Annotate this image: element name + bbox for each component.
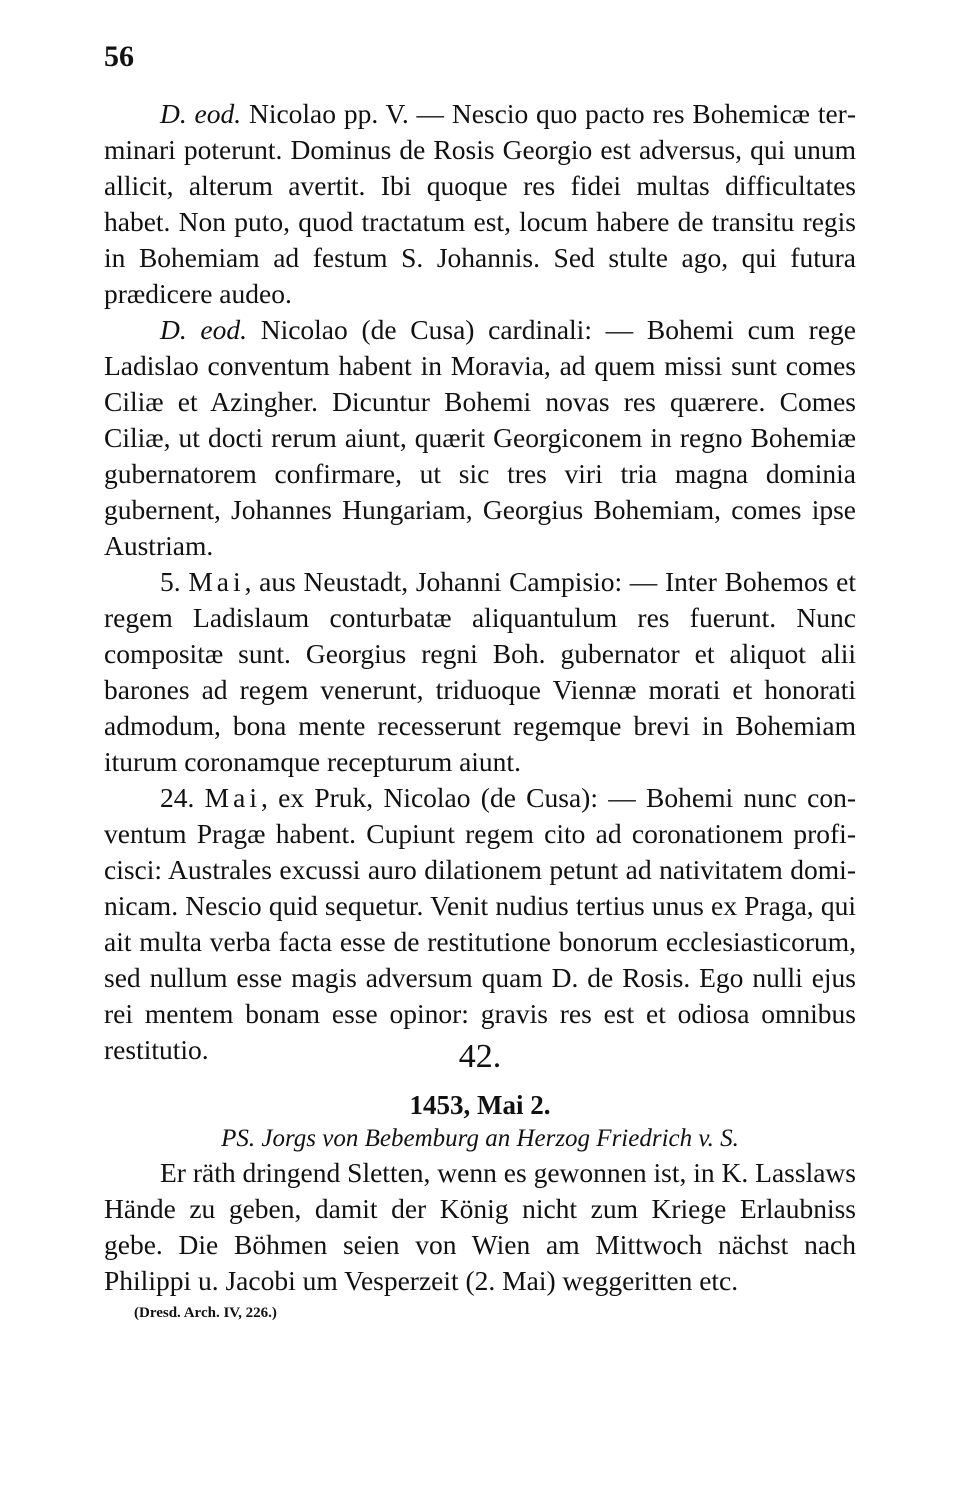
archive-source: (Dresd. Arch. IV, 226.) <box>134 1305 277 1321</box>
entry-paragraph <box>104 780 856 1068</box>
entry-date-month: Mai <box>204 782 261 813</box>
document-number: 42. <box>458 1038 502 1075</box>
entry-body: Nicolao (de Cusa) cardinali: — Bohemi cum rege Ladislao conventum habent in Moravia, ad quem missi sunt comes Ciliæ et Azingher. Dicuntur Bohemi novas res quærere. Comes Ciliæ, ut docti rerum aiunt, quærit Georgiconem in regno Bohemiæ gubernatorem confirmare, ut sic tres viri tria magna dominia gubernent, Johannes Hungariam, Georgius Bohemiam, comes ipse Austriam. <box>104 314 856 561</box>
document-date: 1453, Mai 2. <box>409 1090 551 1120</box>
entry-body: Nicolao pp. V. — Nescio quo pacto res Bohemicæ terminari poterunt. Dominus de Rosis Georgio est adversus, qui unum allicit, alterum avertit. Ibi quoque res fidei multas difficultates habet. Non puto, quod tractatum est, locum habere de transitu regis in Bohemiam ad festum S. Johannis. Sed stulte ago, qui futura prædicere audeo. <box>104 98 856 309</box>
page-number: 56 <box>104 40 134 73</box>
document-title: PS. Jorgs von Bebemburg an Herzog Friedrich v. S. <box>221 1125 739 1152</box>
letter-summaries <box>104 96 856 1068</box>
entry-paragraph <box>104 564 856 780</box>
entry-body: , aus Neustadt, Johanni Campisio: — Inter Bohemos et regem Ladislaum conturbatæ aliquantulum res fuerunt. Nunc compositæ sunt. Georgius regni Boh. gubernator et aliquot alii barones ad regem venerunt, triduoque Viennæ morati et honorati admodum, bona mente recesserunt regemque brevi in Bohemiam iturum coronamque recepturum aiunt. <box>104 566 857 777</box>
entry-date: D. eod. <box>160 314 248 345</box>
document-summary-paragraph: Er räth dringend Sletten, wenn es gewonnen ist, in K. Lasslaws Hände zu geben, damit der König nicht zum Kriege Erlaubniss gebe. Die Böhmen seien von Wien am Mittwoch nächst nach Philippi u. Jacobi um Vesperzeit (2. Mai) weggeritten etc. <box>104 1157 856 1296</box>
entry-paragraph <box>104 96 856 312</box>
entry-body: , ex Pruk, Nicolao (de Cusa): — Bohemi nunc conventum Pragæ habent. Cupiunt regem cito ad coronationem proficisci: Australes excussi auro dilationem petunt ad nativitatem dominicam. Nescio quid sequetur. Venit nudius tertius unus ex Praga, qui ait multa verba facta esse de restitutione bonorum ecclesiasticorum, sed nullum esse magis adversum quam D. de Rosis. Ego nulli ejus rei mentem bonam esse opinor: gravis res est et odiosa omnibus restitutio. <box>104 782 856 1065</box>
entry-date-month: Mai <box>188 566 245 597</box>
entry-date: D. eod. <box>160 98 242 129</box>
entry-date-day: 5. <box>160 566 181 597</box>
entry-date-day: 24. <box>160 782 195 813</box>
entry-paragraph <box>104 312 856 564</box>
document-summary <box>104 1155 856 1299</box>
